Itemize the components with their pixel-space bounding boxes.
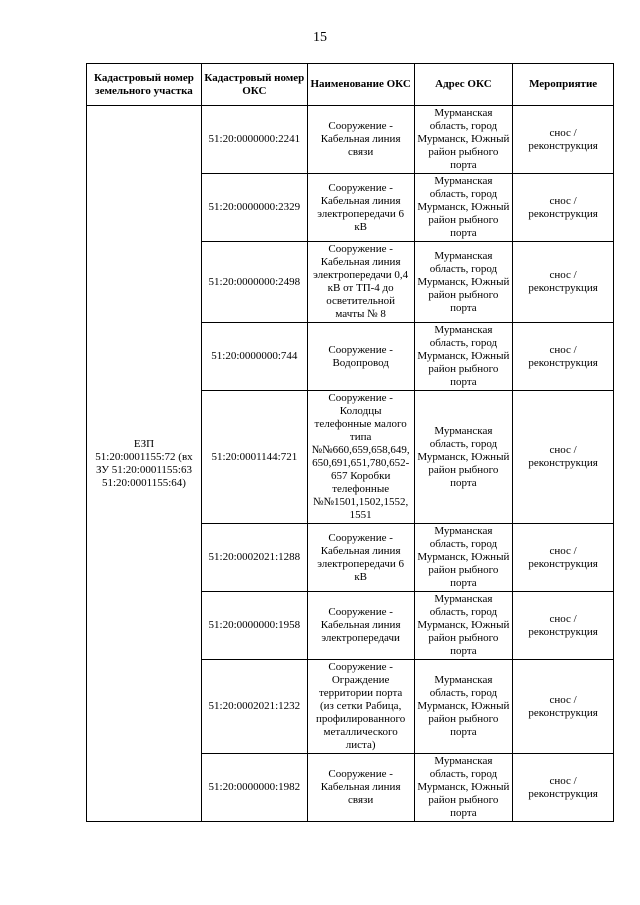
- table-row: [87, 106, 614, 174]
- oks-address-cell: Мурманская область, город Мурманск, Южный район рыбного порта: [414, 660, 513, 754]
- oks-number-cell: 51:20:0000000:1958: [201, 592, 307, 660]
- oks-number-cell: 51:20:0000000:1982: [201, 754, 307, 822]
- page-number: 15: [313, 30, 327, 45]
- action-cell: снос / реконструкция: [513, 391, 614, 524]
- oks-number-cell: 51:20:0000000:2241: [201, 106, 307, 174]
- header-land-plot: Кадастровый номер земельного участка: [87, 64, 202, 106]
- oks-name-cell: Сооружение - Кабельная линия электропередачи 6 кВ: [307, 174, 414, 242]
- oks-address-cell: Мурманская область, город Мурманск, Южный район рыбного порта: [414, 323, 513, 391]
- action-cell: снос / реконструкция: [513, 660, 614, 754]
- oks-number-cell: 51:20:0001144:721: [201, 391, 307, 524]
- land-plot-cell: ЕЗП 51:20:0001155:72 (вх ЗУ 51:20:0001155:63 51:20:0001155:64): [87, 106, 202, 822]
- oks-address-cell: Мурманская область, город Мурманск, Южный район рыбного порта: [414, 592, 513, 660]
- action-cell: снос / реконструкция: [513, 242, 614, 323]
- oks-name-cell: Сооружение - Колодцы телефонные малого типа №№660,659,658,649, 650,691,651,780,652- 657 Коробки телефонные №№1501,1502,1552, 1551: [307, 391, 414, 524]
- action-cell: снос / реконструкция: [513, 754, 614, 822]
- oks-name-cell: Сооружение - Ограждение территории порта (из сетки Рабица, профилированного металлического листа): [307, 660, 414, 754]
- oks-number-cell: 51:20:0002021:1288: [201, 524, 307, 592]
- oks-address-cell: Мурманская область, город Мурманск, Южный район рыбного порта: [414, 106, 513, 174]
- oks-name-cell: Сооружение - Кабельная линия электропередачи: [307, 592, 414, 660]
- oks-name-cell: Сооружение - Кабельная линия связи: [307, 106, 414, 174]
- oks-name-cell: Сооружение - Водопровод: [307, 323, 414, 391]
- action-cell: снос / реконструкция: [513, 592, 614, 660]
- oks-number-cell: 51:20:0000000:2329: [201, 174, 307, 242]
- oks-address-cell: Мурманская область, город Мурманск, Южный район рыбного порта: [414, 754, 513, 822]
- oks-number-cell: 51:20:0000000:744: [201, 323, 307, 391]
- header-oks-address: Адрес ОКС: [414, 64, 513, 106]
- table-header-row: [87, 64, 614, 106]
- oks-address-cell: Мурманская область, город Мурманск, Южный район рыбного порта: [414, 174, 513, 242]
- oks-name-cell: Сооружение - Кабельная линия электропередачи 0,4 кВ от ТП-4 до осветительной мачты № 8: [307, 242, 414, 323]
- oks-number-cell: 51:20:0000000:2498: [201, 242, 307, 323]
- oks-name-cell: Сооружение - Кабельная линия связи: [307, 754, 414, 822]
- oks-number-cell: 51:20:0002021:1232: [201, 660, 307, 754]
- oks-name-cell: Сооружение - Кабельная линия электропередачи 6 кВ: [307, 524, 414, 592]
- action-cell: снос / реконструкция: [513, 174, 614, 242]
- header-oks-number: Кадастровый номер ОКС: [201, 64, 307, 106]
- header-oks-name: Наименование ОКС: [307, 64, 414, 106]
- oks-address-cell: Мурманская область, город Мурманск, Южный район рыбного порта: [414, 391, 513, 524]
- oks-address-cell: Мурманская область, город Мурманск, Южный район рыбного порта: [414, 242, 513, 323]
- cadastral-table: [86, 63, 614, 822]
- action-cell: снос / реконструкция: [513, 106, 614, 174]
- header-action: Мероприятие: [513, 64, 614, 106]
- table-body: [87, 106, 614, 822]
- action-cell: снос / реконструкция: [513, 323, 614, 391]
- oks-address-cell: Мурманская область, город Мурманск, Южный район рыбного порта: [414, 524, 513, 592]
- action-cell: снос / реконструкция: [513, 524, 614, 592]
